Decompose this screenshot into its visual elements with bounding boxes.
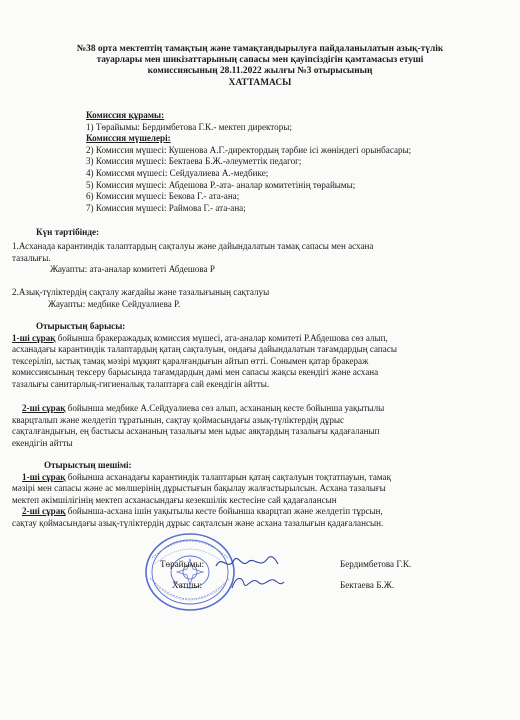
- secretary-signature: [228, 570, 288, 594]
- decision-d2-first-line: [0, 506, 520, 518]
- secretary-role: Хатшы:: [172, 580, 202, 590]
- agenda-item-2-responsible: Жауапты: медбике Сейдуалиева Р.: [48, 298, 181, 309]
- agenda-item-2-line: 2.Азық-түліктердің сақталу жағдайы және тазалығының сақталуы: [12, 287, 270, 297]
- agenda-item-1-line: 1.Асханада карантиндік талаптардың сақталуы және дайындалатын тамақ сапасы мен асхана: [12, 241, 374, 251]
- progress-q2-line: екендігін айтты: [12, 437, 73, 448]
- title-line-1: №38 орта мектептің тамақтың және тамақтандырылуға пайдаланылатын азық-түлік: [76, 44, 444, 54]
- q1-label: 1-ші сұрақ: [12, 332, 56, 343]
- progress-q1-first-line: [0, 333, 520, 345]
- d2-first-text: бойынша-асхана ішін уақытылы кесте бойынша кварцтап және желдетіп тұрсын,: [65, 506, 383, 517]
- q2-label: 2-ші сұрақ: [22, 403, 66, 413]
- progress-section: [0, 321, 520, 391]
- agenda-item-1: [0, 241, 520, 276]
- progress-q2-line: сақталғандығын, ең бастысы асхананың тазалығы мен ыдыс аяқтардың тазалығы қадағаланып: [12, 426, 380, 437]
- members-heading: Комиссия мүшелері:: [86, 133, 171, 144]
- member-line: 4) Комиссмя мүшесі: Сейдуалиева А.-медбике;: [86, 167, 269, 178]
- decision-heading: Отырыстың шешімі:: [44, 460, 132, 470]
- progress-heading: Отырыстың барысы:: [36, 321, 126, 331]
- progress-q1-line: тазалығы санитарлық-гигиеналық талаптарға сай екендігін айтты.: [12, 378, 270, 389]
- member-line: 7) Комиссия мүшесі: Раймова Г.- ата-ана;: [86, 202, 246, 213]
- member-line: 5) Комиссия мүшесі: Абдешова Р.-ата- аналар комитетінің төрайымы;: [86, 179, 356, 190]
- chair-role: Төрайымы:: [160, 559, 205, 569]
- progress-q2-first-line: [0, 403, 520, 415]
- secretary-name: Бектаева Б.Ж.: [340, 580, 395, 590]
- d1-first-text: бойынша асханадағы карантиндік талаптарын қатаң сақталуын тоқтатпауын, тамақ: [65, 471, 392, 482]
- agenda-item-2: [0, 287, 520, 310]
- member-line: 2) Комиссия мүшесі: Кушенова А.Г.-директордың тәрбие ісі жөніндегі орынбасары;: [86, 144, 412, 155]
- progress-q1-line: тексеріліп, ыстық тамақ мәзірі мұқият қаралғандығын айтып өтті. Сонымен қатар бракераж: [12, 355, 369, 366]
- commission-heading: Комиссия құрамы:: [86, 110, 165, 120]
- commission-chair: 1) Төрайымы: Бердимбетова Г.К.- мектеп директоры;: [86, 121, 292, 132]
- progress-q1-line: комиссиясының тексеру барысында тағамдардың дәмі мен сапасы жақсы екендігі және асхана: [12, 367, 379, 378]
- progress-q2-line: кварцталып және желдетіп тұратынын, сақтау қоймасындағы азық-түліктердің дұрыс: [12, 414, 345, 425]
- title-line-2: тауарлары мен шикізаттарының сапасы мен қауіпсіздігін қамтамасыз етуші: [96, 55, 424, 66]
- title-line-3: комиссиясының 28.11.2022 жылғы №3 отырысының: [147, 66, 373, 77]
- commission-section: [0, 110, 520, 214]
- decision-d1-line: мәзірі мен сапасы және ас мөлшерінің дұрыстығын бақылау жалғастырылсын. Асхана тазалығы: [12, 483, 386, 494]
- agenda-heading: Күн тәртібінде:: [36, 227, 100, 237]
- decision-d1-first-line: [0, 472, 520, 484]
- chair-name: Бердимбетова Г.К.: [340, 559, 412, 569]
- agenda-item-1-responsible: Жауапты: ата-аналар комитеті Абдешова Р: [50, 264, 215, 275]
- decision-d1-line: мектеп әкімшілігінің мектеп асханасындағы кезекшілік кестесіне сай қадағалансын: [12, 494, 337, 505]
- decision-d2-line: сақтау қоймасындағы азық-түліктердің дұрыс сақталсын және асхана тазалығын қадағалансын.: [12, 517, 384, 528]
- decision-section: [0, 460, 520, 530]
- q2-first-text: бойынша медбике А.Сейдуалиева сөз алып, асхананың кесте бойынша уақытылы: [65, 403, 385, 413]
- d2-label: 2-ші сұрақ: [22, 506, 66, 517]
- agenda-section: [0, 227, 520, 239]
- progress-q1-line: асханадағы карантиндік талаптардың қатаң сақталуын, ондағы дайындалатын тағамдардың сапасы: [12, 344, 397, 355]
- q1-first-text: бойынша бракеражадық комиссия мүшесі, ата-аналар комитеті Р.Абдешова сөз алып,: [55, 332, 388, 343]
- member-line: 6) Комиссия мүшесі: Бекова Г.- ата-ана;: [86, 191, 240, 202]
- document-title: [30, 44, 490, 89]
- title-line-4: ХАТТАМАСЫ: [228, 77, 292, 88]
- progress-q2: [0, 403, 520, 449]
- agenda-item-1-line: тазалығы.: [12, 252, 51, 263]
- d1-label: 1-ші сұрақ: [22, 471, 66, 482]
- member-line: 3) Комиссия мүшесі: Бектаева Б.Ж.-әлеуметтік педагог;: [86, 156, 302, 167]
